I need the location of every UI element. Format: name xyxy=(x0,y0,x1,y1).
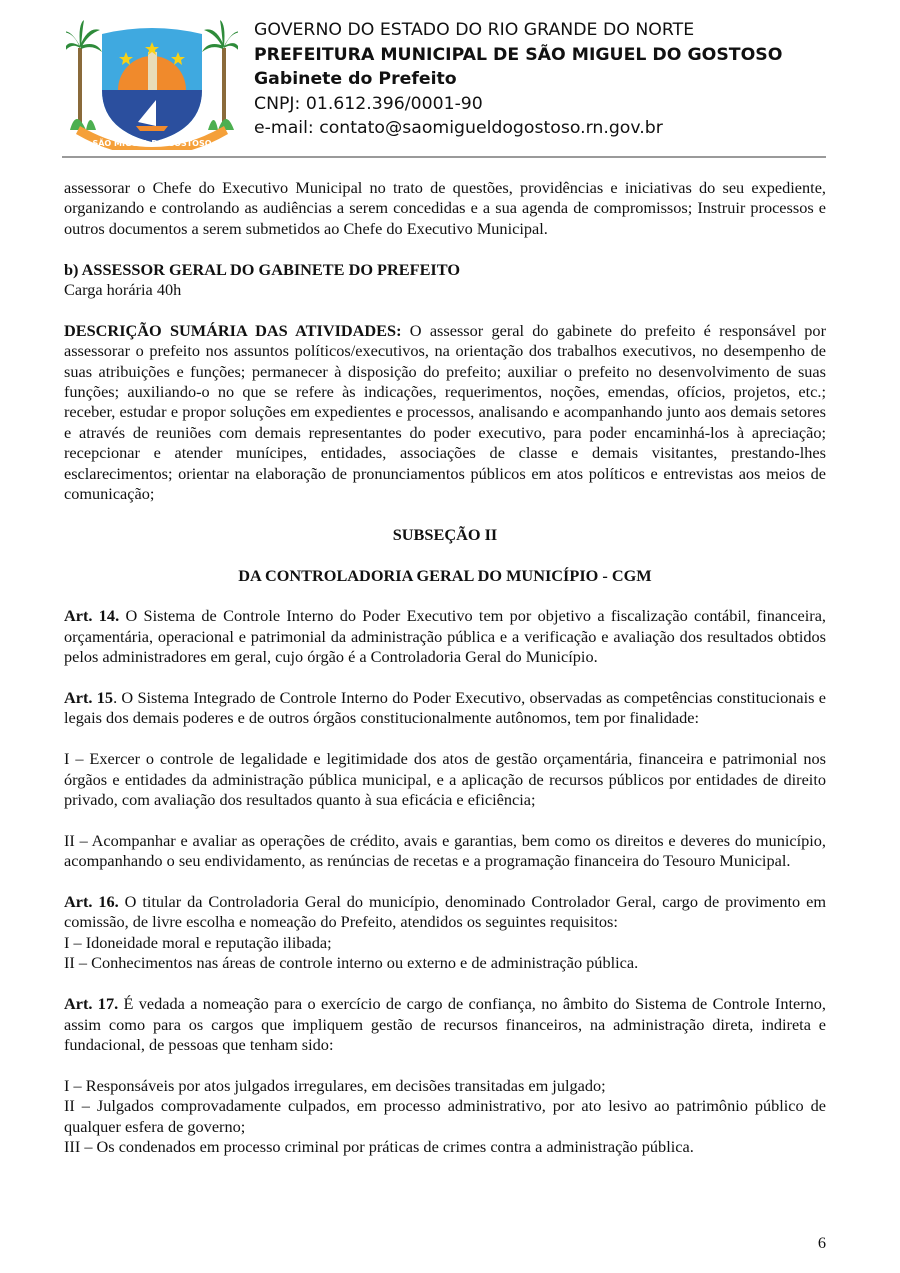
article-17-item: I – Responsáveis por atos julgados irregulares, em decisões transitadas em julgado; xyxy=(64,1075,606,1095)
municipality-name: PREFEITURA MUNICIPAL DE SÃO MIGUEL DO GOSTOSO xyxy=(254,44,783,65)
header-divider xyxy=(62,156,826,158)
article-label: Art. 17. xyxy=(64,994,119,1014)
subsection-title: SUBSEÇÃO II xyxy=(392,524,498,544)
article-label: Art. 16. xyxy=(64,892,119,912)
article-text: . O Sistema Integrado de Controle Interno do Poder Executivo, observadas as competências constitucionais e legais dos demais poderes e de outros órgãos constitucionalmente autônomos, tem por finalidade: xyxy=(64,688,827,728)
article-15 xyxy=(64,688,826,729)
coat-of-arms-icon xyxy=(66,18,238,150)
page-number: 6 xyxy=(817,1233,826,1252)
article-label: Art. 15 xyxy=(64,688,114,708)
article-text: O Sistema de Controle Interno do Poder Executivo tem por objetivo a fiscalização contábil, financeira, orçamentária, operacional e patrimonial da administração pública e a verificação e avaliação dos resultados obtidos pelos administradores em geral, cujo órgão é a Controladoria Geral do Município. xyxy=(64,606,826,667)
article-17-item: II – Julgados comprovadamente culpados, em processo administrativo, por ato lesivo ao patrimônio público de qualquer esfera de governo; xyxy=(64,1096,826,1136)
article-label: Art. 14. xyxy=(64,606,120,626)
cnpj: CNPJ: 01.612.396/0001-90 xyxy=(254,93,483,114)
subsection-subtitle: DA CONTROLADORIA GERAL DO MUNICÍPIO - CGM xyxy=(238,565,652,585)
state-government-line: GOVERNO DO ESTADO DO RIO GRANDE DO NORTE xyxy=(254,20,695,40)
article-16-item: I – Idoneidade moral e reputação ilibada; xyxy=(64,932,332,952)
article-16-item: II – Conhecimentos nas áreas de controle interno ou externo e de administração pública. xyxy=(64,953,639,973)
banner-text: SÃO MIGUEL DO GOSTOSO xyxy=(92,139,212,148)
article-15-item: I – Exercer o controle de legalidade e legitimidade dos atos de gestão orçamentária, financeira e patrimonial nos órgãos e entidades da administração pública municipal, e a aplicação de recursos públicos por entidades de direito privado, com avaliação dos resultados quanto à sua eficácia e eficiência; xyxy=(64,749,826,810)
article-14 xyxy=(64,606,826,667)
article-17-item: III – Os condenados em processo criminal por práticas de crimes contra a administração pública. xyxy=(64,1136,694,1156)
intro-paragraph: assessorar o Chefe do Executivo Municipal no trato de questões, providências e iniciativas do seu expediente, organizando e controlando as audiências a serem concedidas e a sua agenda de compromissos; Instruir processos e outros documentos a serem submetidos ao Chefe do Executivo Municipal. xyxy=(64,178,826,238)
activities-label: DESCRIÇÃO SUMÁRIA DAS ATIVIDADES: xyxy=(64,320,402,340)
article-text: O titular da Controladoria Geral do município, denominado Controlador Geral, cargo de provimento em comissão, de livre escolha e nomeação do Prefeito, atendidos os seguintes requisitos: xyxy=(64,892,826,932)
role-title: b) ASSESSOR GERAL DO GABINETE DO PREFEITO xyxy=(64,259,460,279)
office-name: Gabinete do Prefeito xyxy=(254,69,457,90)
email: e-mail: contato@saomigueldogostoso.rn.gov.br xyxy=(254,118,663,139)
article-15-item: II – Acompanhar e avaliar as operações de crédito, avais e garantias, bem como os direitos e deveres do município, acompanhando o seu endividamento, as renúncias de recetas e a programação financeira do Tesouro Municipal. xyxy=(64,830,826,871)
letterhead xyxy=(62,14,826,154)
letterhead-text xyxy=(254,18,782,141)
article-text: É vedada a nomeação para o exercício de cargo de confiança, no âmbito do Sistema de Controle Interno, assim como para os cargos que impliquem gestão de recursos financeiros, na administração direta, indireta e fundacional, de pessoas que tenham sido: xyxy=(64,994,826,1054)
role-hours: Carga horária 40h xyxy=(64,280,182,300)
activities-text: O assessor geral do gabinete do prefeito é responsável por assessorar o prefeito nos assuntos políticos/executivos, na orientação dos trabalhos executivos, no desempenho de suas atribuições e funções; permanecer à disposição do prefeito; auxiliar o prefeito no desenvolvimento de suas funções; auxiliando-o no que se refere às indicações, requerimentos, noções, emendas, ofícios, projetos, etc.; receber, estudar e propor soluções em expedientes e processos, analisando e acompanhando junto aos demais setores e através de reuniões com demais representantes do poder executivo, para poder encaminhá-los à apreciação; recepcionar e atender munícipes, entidades, associações de classe e demais visitantes, prestando-lhes esclarecimentos; orientar na elaboração de pronunciamentos públicos em atos políticos e entrevistas aos meios de comunicação; xyxy=(64,320,826,504)
article-17 xyxy=(64,994,826,1055)
article-16 xyxy=(64,892,826,933)
activities-description xyxy=(64,321,826,505)
document-body xyxy=(64,178,826,1157)
